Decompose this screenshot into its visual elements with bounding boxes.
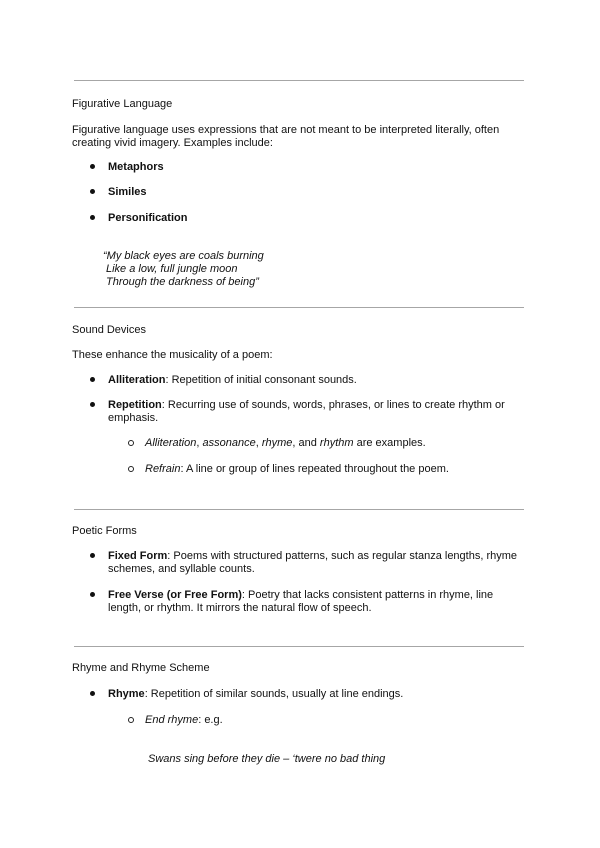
quote-line-2: Like a low, full jungle moon	[106, 263, 238, 275]
list-item-metaphors: Metaphors	[108, 161, 164, 173]
list-item-alliteration: Alliteration: Repetition of initial consonant sounds.	[108, 374, 357, 386]
section-divider	[74, 646, 524, 647]
bullet-dot	[90, 215, 95, 220]
rhyme-example-line: Swans sing before they die – ‘twere no bad thing	[148, 753, 386, 765]
list-item-fixed-form: Fixed Form: Poems with structured patterns, such as regular stanza lengths, rhyme	[108, 550, 518, 562]
sub-bullet-circle	[128, 717, 134, 723]
bullet-dot	[90, 592, 95, 597]
sub-bullet-circle	[128, 466, 134, 472]
bullet-dot	[90, 553, 95, 558]
figurative-intro-line-2: creating vivid imagery. Examples include:	[72, 137, 273, 149]
section-heading-figurative: Figurative Language	[72, 98, 173, 110]
sub-item-refrain: Refrain: A line or group of lines repeated throughout the poem.	[145, 463, 449, 475]
section-divider	[74, 307, 524, 308]
section-heading-rhyme: Rhyme and Rhyme Scheme	[72, 662, 210, 674]
sub-item-examples: Alliteration, assonance, rhyme, and rhythm are examples.	[145, 437, 426, 449]
bullet-dot	[90, 189, 95, 194]
section-divider	[74, 80, 524, 81]
sub-item-end-rhyme: End rhyme: e.g.	[145, 714, 223, 726]
list-item-repetition-cont: emphasis.	[108, 412, 159, 424]
sub-bullet-circle	[128, 440, 134, 446]
section-heading-sound: Sound Devices	[72, 324, 146, 336]
list-item-personification: Personification	[108, 212, 188, 224]
list-item-repetition: Repetition: Recurring use of sounds, words, phrases, or lines to create rhythm or	[108, 399, 505, 411]
quote-line-1: “My black eyes are coals burning	[103, 250, 264, 262]
sound-intro: These enhance the musicality of a poem:	[72, 349, 273, 361]
section-heading-forms: Poetic Forms	[72, 525, 137, 537]
bullet-dot	[90, 164, 95, 169]
section-divider	[74, 509, 524, 510]
list-item-free-verse-cont: length, or rhythm. It mirrors the natural flow of speech.	[108, 602, 372, 614]
list-item-free-verse: Free Verse (or Free Form): Poetry that lacks consistent patterns in rhyme, line	[108, 589, 494, 601]
bullet-dot	[90, 402, 95, 407]
list-item-rhyme: Rhyme: Repetition of similar sounds, usually at line endings.	[108, 688, 404, 700]
list-item-fixed-form-cont: schemes, and syllable counts.	[108, 563, 255, 575]
bullet-dot	[90, 377, 95, 382]
figurative-intro-line-1: Figurative language uses expressions that are not meant to be interpreted literally, often	[72, 124, 500, 136]
bullet-dot	[90, 691, 95, 696]
list-item-similes: Similes	[108, 186, 147, 198]
quote-line-3: Through the darkness of being”	[106, 276, 259, 288]
